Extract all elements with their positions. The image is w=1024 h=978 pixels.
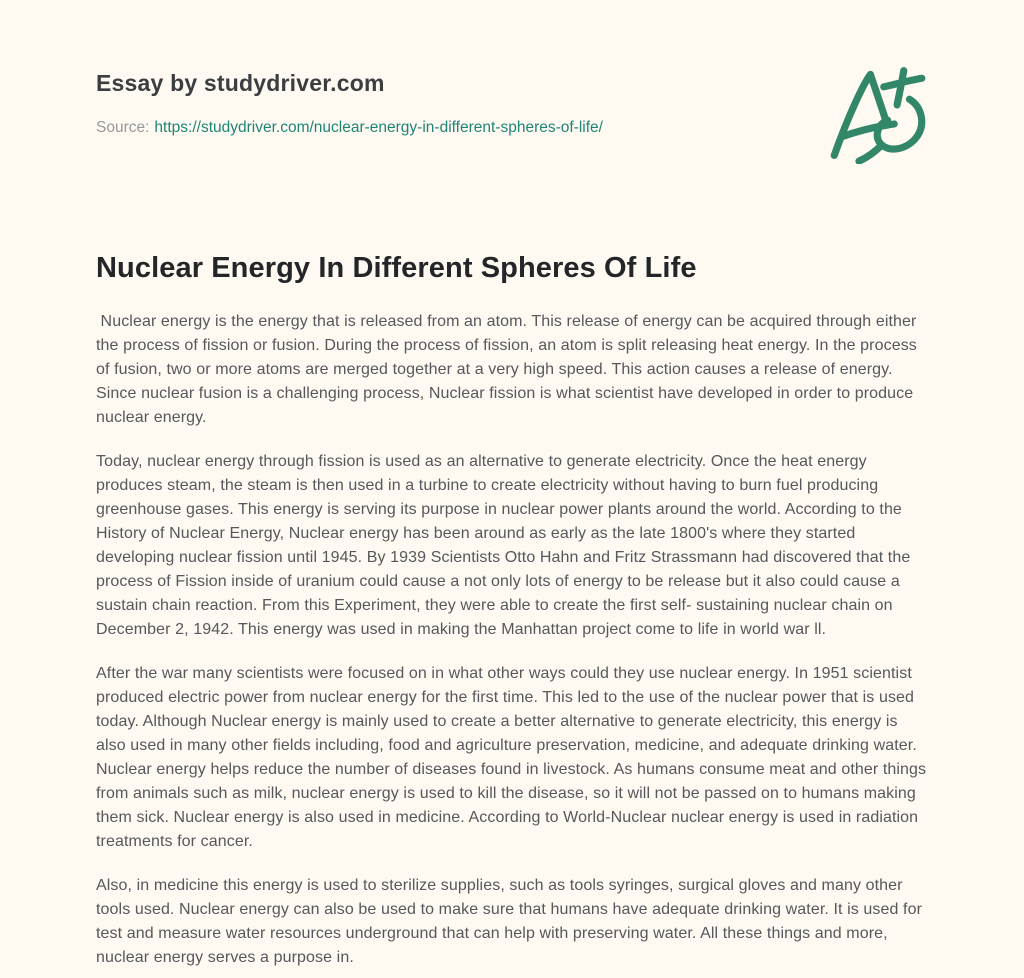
studydriver-a-plus-logo-icon xyxy=(826,64,932,164)
source-link[interactable]: https://studydriver.com/nuclear-energy-in-different-spheres-of-life/ xyxy=(154,119,603,136)
essay-paragraph-1: Nuclear energy is the energy that is released from an atom. This release of energy can be acquired through either the process of fission or fusion. During the process of fission, an atom is split releasing heat energy. In the process of fusion, two or more atoms are merged together at a very high speed. This action causes a release of energy. Since nuclear fusion is a challenging process, Nuclear fission is what scientist have developed in order to produce nuclear energy. xyxy=(96,312,922,426)
essay-body xyxy=(96,310,931,970)
source-line xyxy=(96,119,928,138)
essay-paragraph-4: Also, in medicine this energy is used to sterilize supplies, such as tools syringes, surgical gloves and many other tools used. Nuclear energy can also be used to make sure that humans have adequate drinking water. It is used for test and measure water resources underground that can help with preserving water. All these things and more, nuclear energy serves a purpose in. xyxy=(96,876,927,966)
page-header-title: Essay by studydriver.com xyxy=(96,70,385,96)
essay-paragraph-3: After the war many scientists were focused on in what other ways could they use nuclear energy. In 1951 scientist produced electric power from nuclear energy for the first time. This led to the use of the nuclear power that is used today. Although Nuclear energy is mainly used to create a better alternative to generate electricity, this energy is also used in many other fields including, food and agriculture preservation, medicine, and adequate drinking water. Nuclear energy helps reduce the number of diseases found in livestock. As humans consume meat and other things from animals such as milk, nuclear energy is used to kill the disease, so it will not be passed on to humans making them sick. Nuclear energy is also used in medicine. According to World-Nuclear nuclear energy is used in radiation treatments for cancer. xyxy=(96,664,931,850)
essay-paragraph-2: Today, nuclear energy through fission is used as an alternative to generate electricity. Once the heat energy produces steam, the steam is then used in a turbine to create electricity without having to burn fuel producing greenhouse gases. This energy is serving its purpose in nuclear power plants around the world. According to the History of Nuclear Energy, Nuclear energy has been around as early as the late 1800's where they started developing nuclear fission until 1945. By 1939 Scientists Otto Hahn and Fritz Strassmann had discovered that the process of Fission inside of uranium could cause a not only lots of energy to be release but it also could cause a sustain chain reaction. From this Experiment, they were able to create the first self- sustaining nuclear chain on December 2, 1942. This energy was used in making the Manhattan project come to life in world war ll. xyxy=(96,452,915,638)
source-label: Source: xyxy=(96,119,150,136)
page-header xyxy=(96,70,928,138)
essay-content xyxy=(96,251,931,970)
essay-title: Nuclear Energy In Different Spheres Of Life xyxy=(96,251,697,284)
